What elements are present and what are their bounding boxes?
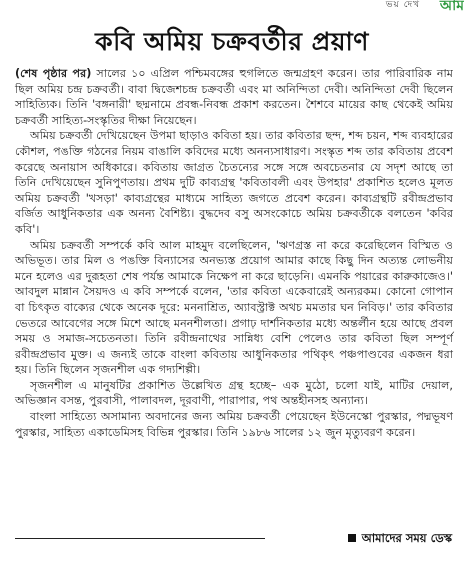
paragraph-5: বাংলা সাহিত্যে অসামান্য অবদানের জন্য অমিয় চক্রবর্তী পেয়েছেন ইউনেস্কো পুরস্কার, পদ্মভূষণ পুরস্কার, সাহিত্য একাডেমিসহ বিভিন্ন পুরস্কার। তিনি ১৯৮৬ সালের ১২ জুন মৃত্যুবরণ করেন। bbox=[15, 410, 453, 439]
header-fragment-text: ভয় দেখ bbox=[385, 0, 420, 10]
paragraph-4: সৃজনশীল এ মানুষটির প্রকাশিত উল্লেখিত গ্রন্থ হচ্ছে– এক মুঠো, চলো যাই, মাটির দেয়াল, অভিজ্ঞান বসন্ত, পুরবাসী, পালাবদল, দূরবাণী, পারাপার, পথ অন্তহীনসহ অন্যান্য। bbox=[15, 378, 453, 408]
continued-label: (শেষ পৃষ্ঠার পর) bbox=[15, 67, 92, 80]
footer-divider bbox=[15, 538, 265, 539]
top-strip bbox=[0, 0, 464, 12]
paragraph-3: অমিয় চক্রবর্তী সম্পর্কে কবি আল মাহমুদ বলেছিলেন, 'ঋণগ্রস্ত না করে করেছিলেন বিস্মিত ও অভিভূত। তার মিল ও পঙক্তি বিন্যাসের অনভ্যস্ত প্রয়োগ আমার কাছে কিছু দিন অত্যন্ত লোভনীয় মনে হলেও এর দুরূহতা শেষ পর্যন্ত আমাকে নিক্ষেপ না করে ছাড়েনি। এমনকি পয়ারের কারুকাজেও।' আবদুল মান্নান সৈয়দও এ কবি সম্পর্কে বলেন, 'তার কবিতা একেবারেই অন্যরকম। কোনো গোপান বা চিৎকৃত বাক্যের থেকে অনেক দূরে: মননাশ্রিত, অ্যাবস্ট্রাক্ট অথচ মমতার ঘন নিবিড়।' তার কবিতার ভেতরে আবেগের সঙ্গে মিশে আছে মননশীলতা। প্রগাঢ় দার্শনিকতার মধ্যে অন্তর্লীন হয়ে আছে প্রবল সময় ও সমাজ-সচেতনতা। তিনি রবীন্দ্রনাথের সান্নিধ্য বেশি পেলেও তার কবিতা ছিল সম্পূর্ণ রবীন্দ্রপ্রভাব মুক্ত। এ জন্যই তাকে বাংলা কবিতায় আধুনিকতার পথিকৃৎ পঞ্চপাণ্ডবের একজন ধরা হয়। তিনি ছিলেন সৃজনশীল এক গদ্যশিল্পী। bbox=[15, 238, 453, 377]
square-bullet-icon bbox=[348, 534, 356, 542]
article-body bbox=[15, 66, 453, 440]
paragraph-1 bbox=[15, 66, 453, 128]
byline-text: আমাদের সময় ডেস্ক bbox=[361, 531, 452, 545]
paragraph-2: অমিয় চক্রবর্তী দেখিয়েছেন উপমা ছাড়াও কবিতা হয়। তার কবিতার ছন্দ, শব্দ চয়ন, শব্দ ব্যবহারের কৌশল, পঙক্তি গঠনের নিয়ম বাঙালি কবিদের মধ্যে অনন্যসাধারণ। সংস্কৃত শব্দ তার কবিতায় প্রবেশ করেছে অনায়াস অধিকারে। কবিতায় জাগ্রত চৈতন্যের সঙ্গে সঙ্গে অবচেতনার যে সদৃশ আছে তা তিনি দেখিয়েছেন সুনিপুণতায়। প্রথম দুটি কাব্যগ্রন্থ 'কবিতাবলী এবং উপহার' প্রকাশিত হলেও মূলত অমিয় চক্রবর্তী 'খসড়া' কাব্যগ্রন্থের মাধ্যমে সাহিত্য জগতে প্রবেশ করেন। কাব্যগ্রন্থটি রবীন্দ্রপ্রভাব বর্জিত আধুনিকতার এক অনন্য বৈশিষ্ট্য। বুদ্ধদেব বসু অসংকোচে অমিয় চক্রবর্তীকে বলতেন 'কবির কবি'। bbox=[15, 129, 453, 236]
newspaper-logo-fragment: আম bbox=[439, 0, 464, 14]
byline bbox=[348, 530, 452, 549]
paragraph-1-text: সালের ১০ এপ্রিল পশ্চিমবঙ্গের হুগলিতে জন্মগ্রহণ করেন। তার পারিবারিক নাম ছিল অমিয় চন্দ্র চক্রবর্তী। বাবা দ্বিজেশচন্দ্র চক্রবর্তী এবং মা অনিন্দিতা দেবী। অনিন্দিতা দেবী ছিলেন সাহিত্যিক। তিনি 'বঙ্গনারী' ছদ্মনামে প্রবন্ধ-নিবন্ধ প্রকাশ করতেন। শৈশবে মায়ের কাছ থেকেই অমিয় চক্রবর্তী সাহিত্য-সংস্কৃতির দীক্ষা নিয়েছেন। bbox=[15, 67, 453, 127]
article-headline: কবি অমিয় চক্রবর্তীর প্রয়াণ bbox=[95, 27, 369, 56]
